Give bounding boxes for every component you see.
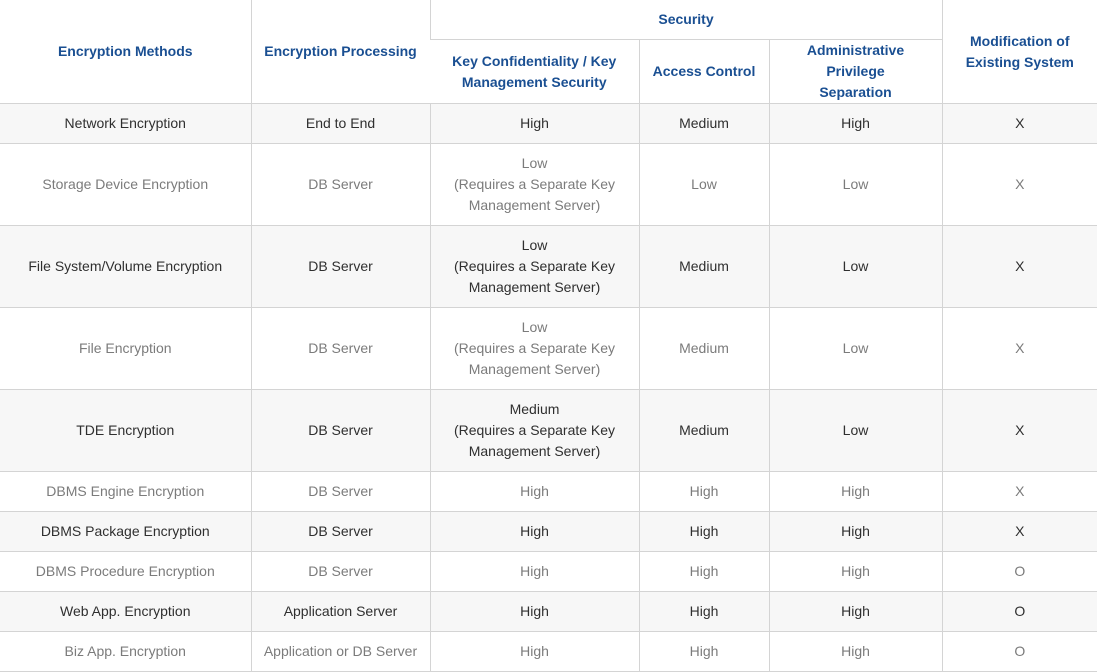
cell-key-line: High (520, 483, 549, 499)
cell-key-line: High (520, 115, 549, 131)
cell-key-line: (Requires a Separate Key (453, 340, 616, 356)
cell-key-security (430, 552, 639, 592)
cell-modification: X (942, 104, 1097, 144)
cell-admin-privilege: Low (769, 390, 942, 472)
cell-key-line: Medium (509, 401, 560, 417)
cell-key-security (430, 390, 639, 472)
cell-admin-privilege: Low (769, 226, 942, 308)
cell-processing: DB Server (251, 390, 430, 472)
header-key-line1: Key Confidentiality / Key (452, 52, 617, 69)
table-header (0, 0, 1097, 104)
cell-processing: Application or DB Server (251, 632, 430, 672)
cell-access-control: Medium (639, 104, 769, 144)
cell-key-line: Management Server) (468, 197, 601, 213)
cell-key-line: Low (521, 237, 548, 253)
cell-processing: DB Server (251, 144, 430, 226)
cell-processing: DB Server (251, 552, 430, 592)
cell-processing: End to End (251, 104, 430, 144)
cell-key-line: Management Server) (468, 361, 601, 377)
table-row (0, 104, 1097, 144)
header-encryption-processing: Encryption Processing (251, 0, 430, 104)
header-encryption-methods: Encryption Methods (0, 0, 251, 104)
cell-processing: DB Server (251, 308, 430, 390)
cell-key-security (430, 144, 639, 226)
cell-access-control: High (639, 632, 769, 672)
cell-method: File Encryption (0, 308, 251, 390)
cell-access-control: Medium (639, 308, 769, 390)
cell-key-line: Management Server) (468, 443, 601, 459)
cell-processing: Application Server (251, 592, 430, 632)
cell-key-security (430, 104, 639, 144)
cell-method: Biz App. Encryption (0, 632, 251, 672)
table-row (0, 390, 1097, 472)
cell-access-control: High (639, 472, 769, 512)
cell-modification: X (942, 308, 1097, 390)
cell-modification: X (942, 226, 1097, 308)
header-row-top (0, 0, 1097, 40)
cell-key-line: Management Server) (468, 279, 601, 295)
header-modification (942, 0, 1097, 104)
cell-key-security (430, 472, 639, 512)
table-row (0, 552, 1097, 592)
cell-modification: X (942, 512, 1097, 552)
header-admin-line1: Administrative Privilege (806, 42, 905, 79)
cell-modification: O (942, 552, 1097, 592)
table-row (0, 226, 1097, 308)
cell-modification: X (942, 144, 1097, 226)
header-security: Security (430, 0, 942, 40)
cell-processing: DB Server (251, 226, 430, 308)
cell-access-control: Low (639, 144, 769, 226)
cell-key-line: Low (521, 155, 548, 171)
cell-access-control: Medium (639, 390, 769, 472)
cell-modification: X (942, 390, 1097, 472)
table-row (0, 592, 1097, 632)
cell-key-security (430, 308, 639, 390)
cell-admin-privilege: High (769, 512, 942, 552)
header-admin-privilege (769, 40, 942, 104)
cell-admin-privilege: High (769, 592, 942, 632)
header-modification-line1: Modification of (969, 32, 1070, 49)
cell-access-control: High (639, 512, 769, 552)
cell-method: TDE Encryption (0, 390, 251, 472)
cell-key-security (430, 226, 639, 308)
cell-modification: X (942, 472, 1097, 512)
cell-key-line: High (520, 643, 549, 659)
cell-key-security (430, 592, 639, 632)
cell-admin-privilege: High (769, 552, 942, 592)
cell-key-line: (Requires a Separate Key (453, 176, 616, 192)
cell-key-security (430, 512, 639, 552)
cell-admin-privilege: High (769, 632, 942, 672)
table-row (0, 512, 1097, 552)
cell-key-line: High (520, 523, 549, 539)
cell-processing: DB Server (251, 472, 430, 512)
cell-modification: O (942, 592, 1097, 632)
cell-key-line: (Requires a Separate Key (453, 422, 616, 438)
cell-method: Storage Device Encryption (0, 144, 251, 226)
cell-access-control: High (639, 592, 769, 632)
cell-method: File System/Volume Encryption (0, 226, 251, 308)
cell-access-control: High (639, 552, 769, 592)
cell-admin-privilege: High (769, 104, 942, 144)
cell-admin-privilege: Low (769, 144, 942, 226)
cell-method: Network Encryption (0, 104, 251, 144)
table-body (0, 104, 1097, 672)
header-key-confidentiality (430, 40, 639, 104)
cell-method: DBMS Engine Encryption (0, 472, 251, 512)
table-row (0, 308, 1097, 390)
cell-key-line: Low (521, 319, 548, 335)
cell-access-control: Medium (639, 226, 769, 308)
cell-method: DBMS Procedure Encryption (0, 552, 251, 592)
cell-processing: DB Server (251, 512, 430, 552)
cell-key-line: High (520, 563, 549, 579)
header-modification-line2: Existing System (965, 53, 1074, 70)
cell-key-line: High (520, 603, 549, 619)
cell-admin-privilege: Low (769, 308, 942, 390)
table-row (0, 472, 1097, 512)
cell-admin-privilege: High (769, 472, 942, 512)
header-key-line2: Management Security (461, 73, 607, 90)
cell-method: Web App. Encryption (0, 592, 251, 632)
header-access-control: Access Control (639, 40, 769, 104)
cell-modification: O (942, 632, 1097, 672)
cell-method: DBMS Package Encryption (0, 512, 251, 552)
table-row (0, 144, 1097, 226)
header-admin-line2: Separation (819, 84, 892, 100)
cell-key-line: (Requires a Separate Key (453, 258, 616, 274)
